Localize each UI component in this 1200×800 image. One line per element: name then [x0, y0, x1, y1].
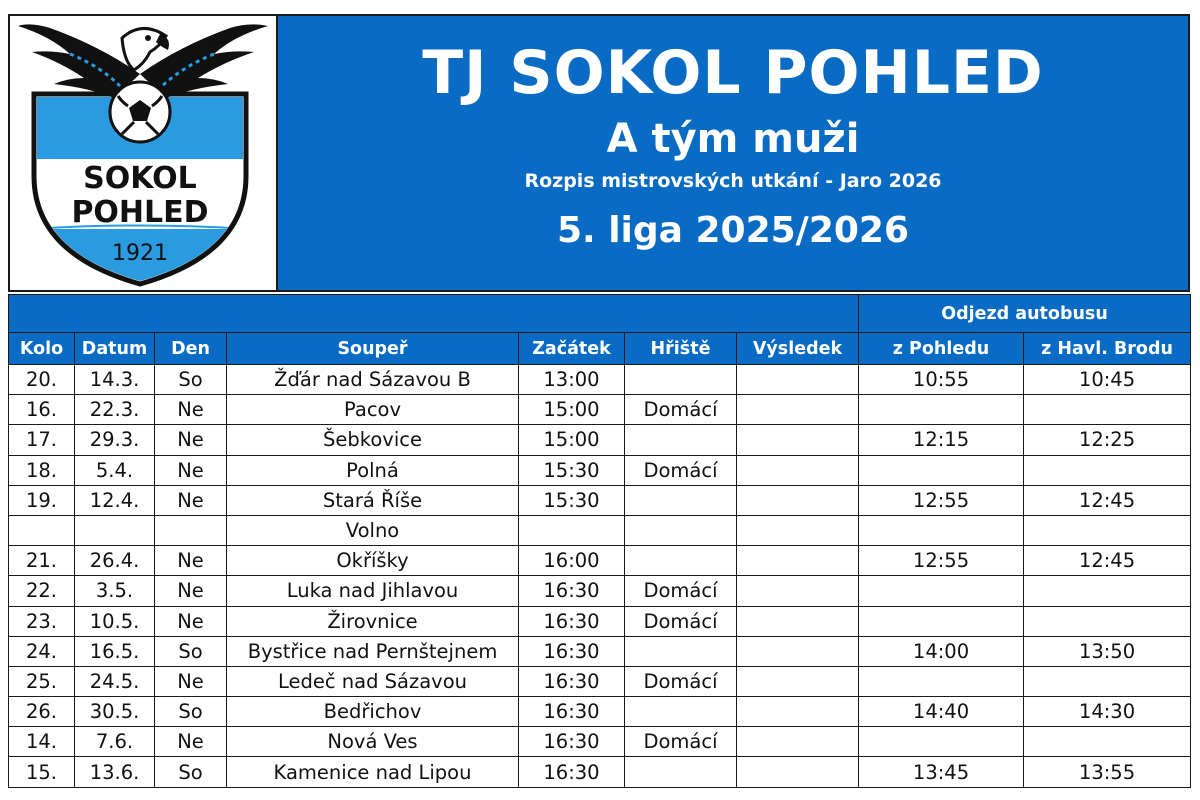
- col-vysledek-cell: [737, 485, 859, 515]
- col-souper-cell: Stará Říše: [227, 485, 519, 515]
- col-z-havl-brodu-cell: 14:30: [1024, 697, 1191, 727]
- col-den-cell: So: [155, 636, 227, 666]
- col-kolo-cell: 23.: [9, 606, 75, 636]
- logo-line1: SOKOL: [83, 161, 197, 196]
- table-row: [9, 636, 1191, 666]
- schedule-rows: [9, 365, 1191, 788]
- col-vysledek-cell: [737, 697, 859, 727]
- col-den-cell: So: [155, 757, 227, 787]
- col-hriste-cell: [625, 485, 737, 515]
- col-hriste-cell: Domácí: [625, 606, 737, 636]
- col-den-cell: So: [155, 365, 227, 395]
- col-vysledek-cell: [737, 606, 859, 636]
- col-zacatek-cell: 15:00: [519, 425, 625, 455]
- col-souper-cell: Bedřichov: [227, 697, 519, 727]
- col-zacatek-cell: 16:30: [519, 666, 625, 696]
- col-z-pohledu-cell: 14:40: [859, 697, 1024, 727]
- table-row: [9, 425, 1191, 455]
- col-hriste-cell: [625, 365, 737, 395]
- col-hriste-cell: Domácí: [625, 395, 737, 425]
- col-kolo-cell: 21.: [9, 546, 75, 576]
- col-datum-cell: 7.6.: [75, 727, 155, 757]
- col-souper-cell: Žirovnice: [227, 606, 519, 636]
- col-z-pohledu-cell: [859, 666, 1024, 696]
- col-vysledek-cell: [737, 757, 859, 787]
- col-datum-cell: 5.4.: [75, 455, 155, 485]
- team-name: A tým muži: [606, 116, 860, 162]
- logo-line2: POHLED: [71, 195, 209, 230]
- col-kolo-cell: 26.: [9, 697, 75, 727]
- col-souper-cell: Polná: [227, 455, 519, 485]
- blank-header-cell: [9, 295, 859, 333]
- table-row: [9, 697, 1191, 727]
- col-hriste-cell: [625, 636, 737, 666]
- title-banner: [276, 16, 1188, 290]
- col-z-havl-brodu-cell: [1024, 727, 1191, 757]
- col-hriste-cell: [625, 757, 737, 787]
- col-z-havl-brodu-cell: [1024, 606, 1191, 636]
- col-z-pohledu-header: z Pohledu: [859, 333, 1024, 365]
- eagle-crest-icon: [10, 16, 276, 290]
- col-hriste-cell: Domácí: [625, 666, 737, 696]
- col-datum-cell: 12.4.: [75, 485, 155, 515]
- col-souper-cell: Volno: [227, 515, 519, 545]
- col-z-havl-brodu-cell: 12:45: [1024, 485, 1191, 515]
- col-zacatek-cell: 16:30: [519, 727, 625, 757]
- col-datum-cell: 14.3.: [75, 365, 155, 395]
- col-souper-cell: Luka nad Jihlavou: [227, 576, 519, 606]
- col-z-havl-brodu-cell: [1024, 455, 1191, 485]
- column-header-row: [9, 333, 1191, 365]
- col-kolo-cell: 22.: [9, 576, 75, 606]
- col-zacatek-cell: 16:30: [519, 576, 625, 606]
- col-den-cell: Ne: [155, 546, 227, 576]
- col-hriste-cell: [625, 425, 737, 455]
- col-z-pohledu-cell: [859, 395, 1024, 425]
- table-row: [9, 576, 1191, 606]
- col-z-havl-brodu-cell: 12:25: [1024, 425, 1191, 455]
- poster-header: [8, 14, 1190, 292]
- bus-departure-header: Odjezd autobusu: [859, 295, 1191, 333]
- col-hriste-cell: [625, 546, 737, 576]
- table-row: [9, 606, 1191, 636]
- col-datum-cell: [75, 515, 155, 545]
- col-vysledek-cell: [737, 425, 859, 455]
- table-row: [9, 455, 1191, 485]
- col-z-havl-brodu-cell: 13:50: [1024, 636, 1191, 666]
- table-row: [9, 365, 1191, 395]
- col-den-cell: [155, 515, 227, 545]
- table-row: [9, 727, 1191, 757]
- col-zacatek-cell: 16:30: [519, 636, 625, 666]
- col-z-pohledu-cell: 10:55: [859, 365, 1024, 395]
- col-souper-cell: Okříšky: [227, 546, 519, 576]
- table-row: [9, 666, 1191, 696]
- table-row: [9, 546, 1191, 576]
- col-souper-cell: Žďár nad Sázavou B: [227, 365, 519, 395]
- col-zacatek-cell: 16:30: [519, 697, 625, 727]
- col-kolo-cell: [9, 515, 75, 545]
- col-zacatek-cell: 16:30: [519, 757, 625, 787]
- col-z-havl-brodu-cell: [1024, 515, 1191, 545]
- col-zacatek-cell: 15:30: [519, 455, 625, 485]
- col-vysledek-cell: [737, 515, 859, 545]
- col-den-cell: Ne: [155, 666, 227, 696]
- col-vysledek-cell: [737, 395, 859, 425]
- col-datum-cell: 10.5.: [75, 606, 155, 636]
- table-row: [9, 485, 1191, 515]
- col-kolo-cell: 20.: [9, 365, 75, 395]
- schedule-poster: [8, 14, 1190, 792]
- col-hriste-header: Hřiště: [625, 333, 737, 365]
- col-zacatek-cell: 15:30: [519, 485, 625, 515]
- col-den-cell: So: [155, 697, 227, 727]
- col-zacatek-cell: 15:00: [519, 395, 625, 425]
- col-z-pohledu-cell: 12:15: [859, 425, 1024, 455]
- col-kolo-cell: 14.: [9, 727, 75, 757]
- col-souper-cell: Nová Ves: [227, 727, 519, 757]
- col-zacatek-header: Začátek: [519, 333, 625, 365]
- col-datum-cell: 26.4.: [75, 546, 155, 576]
- col-kolo-cell: 17.: [9, 425, 75, 455]
- col-z-pohledu-cell: [859, 576, 1024, 606]
- col-den-cell: Ne: [155, 425, 227, 455]
- col-z-pohledu-cell: [859, 727, 1024, 757]
- col-kolo-cell: 25.: [9, 666, 75, 696]
- col-zacatek-cell: 16:00: [519, 546, 625, 576]
- col-vysledek-cell: [737, 727, 859, 757]
- col-z-pohledu-cell: [859, 515, 1024, 545]
- col-zacatek-cell: [519, 515, 625, 545]
- schedule-subtitle: Rozpis mistrovských utkání - Jaro 2026: [524, 170, 942, 192]
- col-hriste-cell: Domácí: [625, 727, 737, 757]
- col-vysledek-header: Výsledek: [737, 333, 859, 365]
- col-z-havl-brodu-header: z Havl. Brodu: [1024, 333, 1191, 365]
- col-den-cell: Ne: [155, 455, 227, 485]
- col-z-havl-brodu-cell: 12:45: [1024, 546, 1191, 576]
- col-z-pohledu-cell: 12:55: [859, 485, 1024, 515]
- col-datum-cell: 29.3.: [75, 425, 155, 455]
- col-kolo-cell: 15.: [9, 757, 75, 787]
- col-z-pohledu-cell: 12:55: [859, 546, 1024, 576]
- col-hriste-cell: [625, 515, 737, 545]
- col-kolo-cell: 19.: [9, 485, 75, 515]
- club-title: TJ SOKOL POHLED: [422, 38, 1044, 108]
- col-vysledek-cell: [737, 365, 859, 395]
- col-vysledek-cell: [737, 636, 859, 666]
- col-datum-cell: 13.6.: [75, 757, 155, 787]
- col-hriste-cell: [625, 697, 737, 727]
- col-z-pohledu-cell: [859, 455, 1024, 485]
- col-z-pohledu-cell: 13:45: [859, 757, 1024, 787]
- col-kolo-cell: 24.: [9, 636, 75, 666]
- col-souper-header: Soupeř: [227, 333, 519, 365]
- col-vysledek-cell: [737, 666, 859, 696]
- col-datum-header: Datum: [75, 333, 155, 365]
- table-row: [9, 395, 1191, 425]
- col-z-pohledu-cell: 14:00: [859, 636, 1024, 666]
- col-z-havl-brodu-cell: 13:55: [1024, 757, 1191, 787]
- match-schedule-table: [8, 294, 1191, 788]
- col-den-cell: Ne: [155, 727, 227, 757]
- col-den-cell: Ne: [155, 606, 227, 636]
- col-hriste-cell: Domácí: [625, 455, 737, 485]
- col-datum-cell: 16.5.: [75, 636, 155, 666]
- col-den-cell: Ne: [155, 485, 227, 515]
- col-den-cell: Ne: [155, 576, 227, 606]
- col-kolo-header: Kolo: [9, 333, 75, 365]
- col-vysledek-cell: [737, 455, 859, 485]
- col-kolo-cell: 18.: [9, 455, 75, 485]
- col-z-havl-brodu-cell: 10:45: [1024, 365, 1191, 395]
- col-kolo-cell: 16.: [9, 395, 75, 425]
- col-souper-cell: Šebkovice: [227, 425, 519, 455]
- col-zacatek-cell: 16:30: [519, 606, 625, 636]
- col-souper-cell: Pacov: [227, 395, 519, 425]
- col-vysledek-cell: [737, 576, 859, 606]
- col-z-havl-brodu-cell: [1024, 666, 1191, 696]
- col-souper-cell: Ledeč nad Sázavou: [227, 666, 519, 696]
- col-den-header: Den: [155, 333, 227, 365]
- col-zacatek-cell: 13:00: [519, 365, 625, 395]
- col-datum-cell: 22.3.: [75, 395, 155, 425]
- col-datum-cell: 24.5.: [75, 666, 155, 696]
- table-row: [9, 515, 1191, 545]
- col-z-pohledu-cell: [859, 606, 1024, 636]
- col-z-havl-brodu-cell: [1024, 576, 1191, 606]
- col-hriste-cell: Domácí: [625, 576, 737, 606]
- col-z-havl-brodu-cell: [1024, 395, 1191, 425]
- table-row: [9, 757, 1191, 787]
- col-datum-cell: 3.5.: [75, 576, 155, 606]
- col-den-cell: Ne: [155, 395, 227, 425]
- col-vysledek-cell: [737, 546, 859, 576]
- col-souper-cell: Kamenice nad Lipou: [227, 757, 519, 787]
- league-season: 5. liga 2025/2026: [556, 210, 910, 251]
- club-logo: [10, 16, 276, 290]
- col-souper-cell: Bystřice nad Pernštejnem: [227, 636, 519, 666]
- bus-group-row: [9, 295, 1191, 333]
- col-datum-cell: 30.5.: [75, 697, 155, 727]
- logo-year: 1921: [112, 241, 168, 266]
